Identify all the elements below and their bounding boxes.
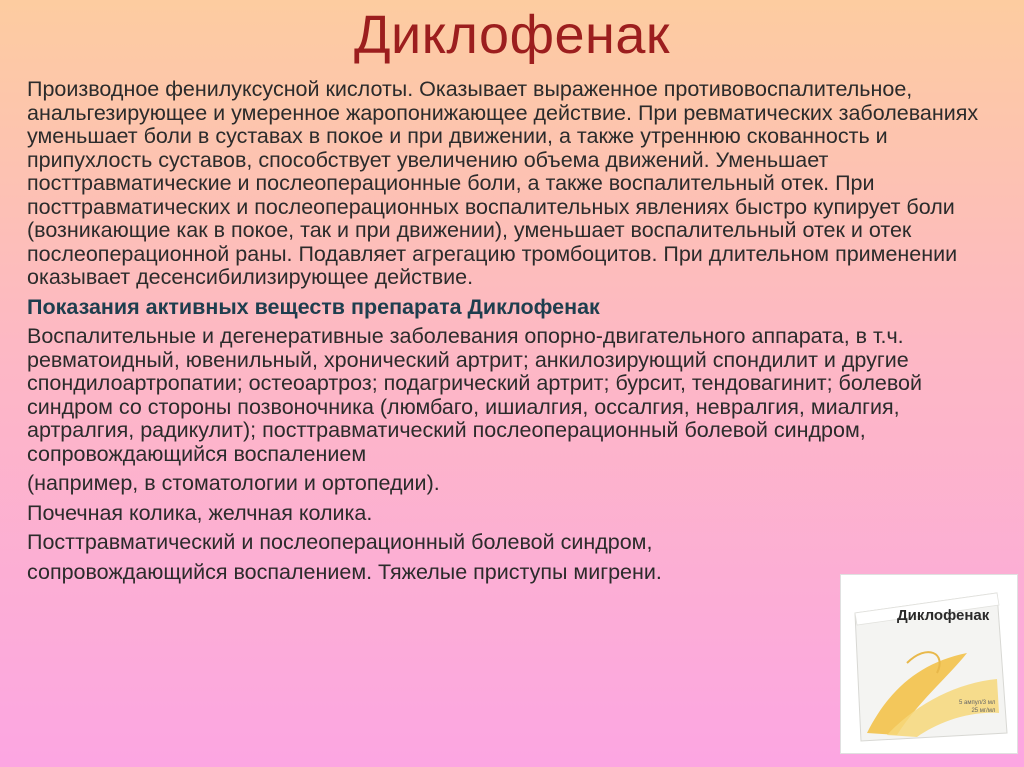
slide-content: [27, 78, 1002, 590]
text-line: (например, в стоматологии и ортопедии).: [27, 471, 440, 495]
text-line: сопровождающийся воспалением. Тяжелые приступы мигрени.: [27, 559, 662, 584]
indications-paragraph: Воспалительные и дегенеративные заболевания опорно-двигательного аппарата, в т.ч. ревматоидный, ювенильный, хронический артрит; анкилозирующий спондилит и другие спондилоартропатии; остеоартроз; подагрический артрит; бурсит, тендовагинит; болевой синдром со стороны позвоночника (люмбаго, ишиалгия, оссалгия, невралгия, миалгия, артралгия, радикулит); посттравматический послеоперационный болевой синдром, сопровождающийся воспалением: [27, 324, 922, 466]
slide-title: Диклофенак: [353, 5, 671, 65]
indications-heading: Показания активных веществ препарата Диклофенак: [27, 294, 600, 319]
text-line: Посттравматический и послеоперационный болевой синдром,: [27, 530, 653, 554]
dosage-line: 5 ампул/3 мл: [959, 700, 996, 706]
intro-paragraph: Производное фенилуксусной кислоты. Оказывает выраженное противовоспалительное, анальгезирующее и умеренное жаропонижающее действие. При ревматических заболеваниях уменьшает боли в суставах в покое и при движении, а также утреннюю скованность и припухлость суставов, способствует увеличению объема движений. Уменьшает посттравматические и послеоперационные боли, а также воспалительный отек. При посттравматических и послеоперационных воспалительных явлениях быстро купирует боли (возникающие как в покое, так и при движении), уменьшает воспалительный отек и отек послеоперационной раны. Подавляет агрегацию тромбоцитов. При длительном применении оказывает десенсибилизирующее действие.: [27, 77, 979, 289]
product-box-dosage: [959, 699, 995, 715]
product-box-name: Диклофенак: [897, 607, 990, 624]
text-line: Почечная колика, желчная колика.: [27, 500, 373, 525]
dosage-line: 25 мг/мл: [971, 708, 996, 714]
product-box-image: [840, 574, 1018, 754]
